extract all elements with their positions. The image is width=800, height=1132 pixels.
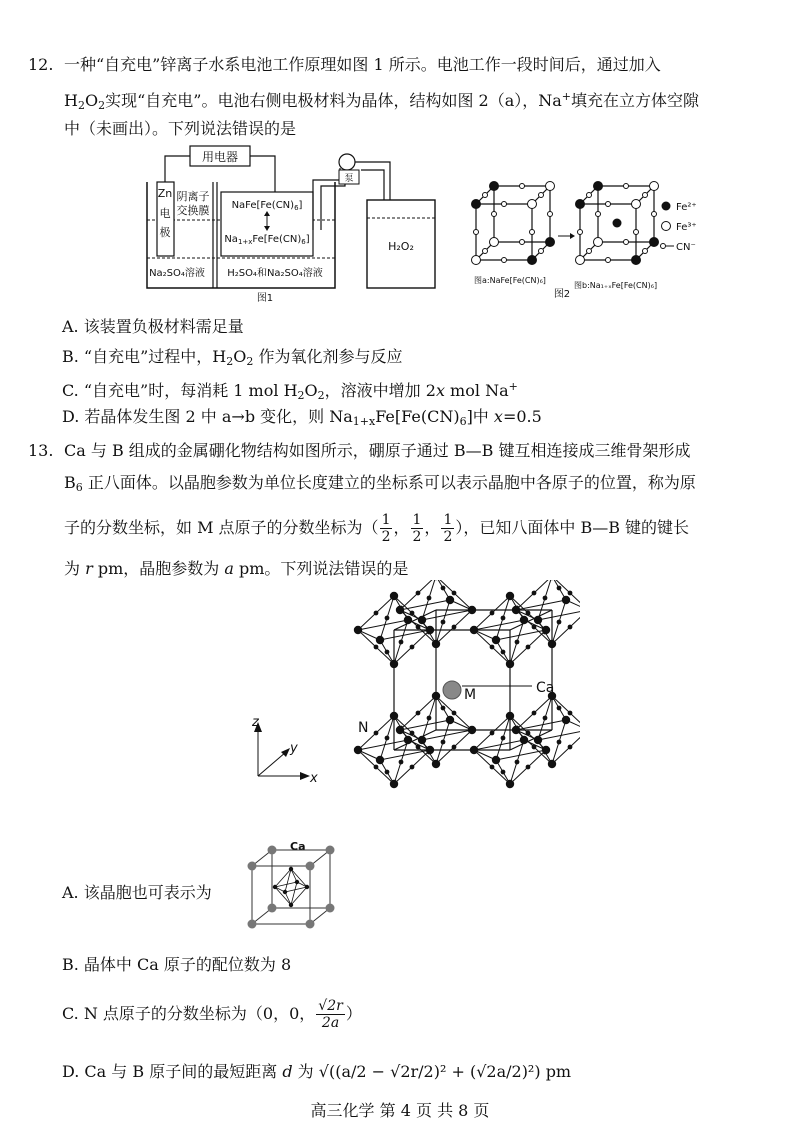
b-atom-small xyxy=(399,640,404,645)
pump-label: 泵 xyxy=(344,174,354,184)
label-m: M xyxy=(464,687,477,703)
b-atom xyxy=(520,616,528,624)
b-b-bond xyxy=(380,630,430,640)
q13-option-d: D. Ca 与 B 原子间的最短距离 d 为 √((a/2 − √2r/2)² + (√2a/2)²) pm xyxy=(62,1062,572,1081)
b-atom xyxy=(404,736,412,744)
b-atom xyxy=(470,626,478,634)
fe-atom xyxy=(490,238,499,247)
b-atom xyxy=(390,780,398,788)
b-atom xyxy=(273,885,277,889)
b-atom xyxy=(562,596,570,604)
b-atom-small xyxy=(399,760,404,765)
legend-fe2-label: Fe²⁺ xyxy=(676,202,697,213)
option-a-cell-figure xyxy=(238,838,350,934)
b-atom xyxy=(548,640,556,648)
b-atom-small xyxy=(532,591,537,596)
b-atom-small xyxy=(374,645,379,650)
b-atom-small xyxy=(526,611,531,616)
b-atom-small xyxy=(515,640,520,645)
q13-option-b: B. 晶体中 Ca 原子的配位数为 8 xyxy=(62,955,292,974)
b-atom-small xyxy=(557,740,562,745)
b-atom xyxy=(283,890,287,894)
cn-atom xyxy=(492,212,497,217)
b-b-bond xyxy=(380,750,430,760)
q13-line4: 为 r pm，晶胞参数为 a pm。下列说法错误的是 xyxy=(64,559,409,578)
b-atom xyxy=(506,780,514,788)
ca-atom xyxy=(326,846,335,855)
q13-number: 13. xyxy=(28,441,54,460)
b-atom-small xyxy=(490,765,495,770)
b-atom xyxy=(506,712,514,720)
zn-label: Zn xyxy=(157,187,173,200)
fe-atom xyxy=(576,256,585,265)
b-atom xyxy=(562,716,570,724)
device-label: 用电器 xyxy=(201,150,239,164)
b-atom xyxy=(426,626,434,634)
q12-line3: 中（未画出）。下列说法错误的是 xyxy=(64,119,297,138)
membrane-label-1: 阴离子 xyxy=(176,190,210,203)
fig2-label-b: 图b:Na₁₊ₓFe[Fe(CN)₆] xyxy=(574,281,658,290)
option-d-expression: √((a/2 − √2r/2)² + (√2a/2)²) xyxy=(318,1062,541,1081)
figure-cab6-structure xyxy=(240,580,580,810)
b-atom xyxy=(390,660,398,668)
b-atom-small xyxy=(416,591,421,596)
cn-atom xyxy=(587,193,592,198)
q13-option-a: A. 该晶胞也可表示为 xyxy=(62,883,212,902)
b-atom-small xyxy=(515,726,520,731)
q12-option-b: B. “自充电”过程中，$H_2O_2$ 作为氧化剂参与反应 xyxy=(62,347,403,368)
b-atom-small xyxy=(441,740,446,745)
cn-atom xyxy=(652,212,657,217)
b-atom xyxy=(468,726,476,734)
fe-atom xyxy=(472,256,481,265)
q13-line1: Ca 与 B 组成的金属硼化物结构如图所示，硼原子通过 B—B 键互相连接成三维骨架形成 xyxy=(64,441,691,460)
right-solution-label: H₂SO₄和Na₂SO₄溶液 xyxy=(227,268,323,279)
b-atom-small xyxy=(532,711,537,716)
cn-atom xyxy=(483,249,488,254)
b-b-bond xyxy=(552,610,580,644)
cn-atom xyxy=(578,230,583,235)
legend-cn-marker xyxy=(661,244,666,249)
figure-2-crystal xyxy=(470,178,720,300)
atom-m xyxy=(443,681,461,699)
b-atom-small xyxy=(385,736,390,741)
b-atom-small xyxy=(501,736,506,741)
b-atom-small xyxy=(568,625,573,630)
cn-atom xyxy=(634,230,639,235)
b-b-bond xyxy=(552,730,580,764)
b-atom xyxy=(542,746,550,754)
b-atom-small xyxy=(385,616,390,621)
b-atom-small xyxy=(441,620,446,625)
legend-fe3-label: Fe³⁺ xyxy=(676,222,697,233)
q12-option-a: A. 该装置负极材料需足量 xyxy=(62,317,244,336)
b-atom-small xyxy=(490,645,495,650)
b-atom-small xyxy=(501,616,506,621)
b-atom-small xyxy=(441,706,446,711)
ca-atom xyxy=(306,862,315,871)
b-atom-small xyxy=(526,765,531,770)
b-b-bond xyxy=(291,869,307,887)
cn-atom xyxy=(606,258,611,263)
b-atom xyxy=(289,867,293,871)
q12-line2: $H_2O_2$实现“自充电”。电池右侧电极材料为晶体，结构如图 2（a），Na+填充在立方体空隙 xyxy=(64,90,700,112)
b-atom xyxy=(305,885,309,889)
ca-atom xyxy=(248,920,257,929)
cn-atom xyxy=(596,212,601,217)
q12-option-d: D. 若晶体发生图 2 中 a→b 变化，则 $Na_{1+x}Fe[Fe(CN)_6]$中 x=0.5 xyxy=(62,407,542,428)
legend-fe3-marker xyxy=(662,222,671,231)
b-atom-small xyxy=(515,760,520,765)
fig2-caption: 图2 xyxy=(553,289,571,300)
b-atom xyxy=(468,606,476,614)
b-b-bond xyxy=(496,750,546,760)
b-atom-small xyxy=(374,731,379,736)
label-n: N xyxy=(358,720,369,736)
cn-atom xyxy=(548,212,553,217)
b-atom xyxy=(426,746,434,754)
tank-label: H₂O₂ xyxy=(388,240,414,253)
cn-atom xyxy=(502,258,507,263)
b-atom-small xyxy=(557,620,562,625)
axis-z: z xyxy=(252,715,259,730)
b-atom-small xyxy=(526,731,531,736)
b-atom-small xyxy=(501,770,506,775)
fe-atom xyxy=(650,238,659,247)
b-atom-small xyxy=(441,586,446,591)
fe-atom xyxy=(528,256,537,265)
b-atom-small xyxy=(452,711,457,716)
b-b-bond xyxy=(538,610,580,620)
b-atom xyxy=(432,640,440,648)
b-atom-small xyxy=(452,591,457,596)
cn-atom xyxy=(587,249,592,254)
fe-atom xyxy=(594,182,603,191)
b-atom xyxy=(354,746,362,754)
fe-center-atom xyxy=(613,219,622,228)
fig1-caption: 图1 xyxy=(256,293,274,304)
axis-y: y xyxy=(290,741,298,756)
b-atom-small xyxy=(399,606,404,611)
ca-atom xyxy=(248,862,257,871)
b-atom-small xyxy=(543,596,548,601)
ca-atom xyxy=(306,920,315,929)
b-atom-small xyxy=(427,596,432,601)
b-atom xyxy=(506,592,514,600)
b-b-bond xyxy=(474,740,524,750)
electrode-label-1: 电 xyxy=(159,207,171,220)
b-atom-small xyxy=(374,765,379,770)
fe-atom xyxy=(528,200,537,209)
b-atom-small xyxy=(490,731,495,736)
b-atom xyxy=(506,660,514,668)
b-b-bond xyxy=(538,730,580,740)
cn-atom xyxy=(502,202,507,207)
b-atom xyxy=(390,712,398,720)
b-atom-small xyxy=(410,645,415,650)
top-material-label: $NaFe[Fe(CN)_6]$ xyxy=(231,200,303,212)
ca-atom xyxy=(268,846,277,855)
b-atom xyxy=(446,716,454,724)
q12-line1: 一种“自充电”锌离子水系电池工作原理如图 1 所示。电池工作一段时间后，通过加入 xyxy=(64,55,661,74)
cn-atom xyxy=(530,230,535,235)
b-atom-small xyxy=(501,650,506,655)
b-atom xyxy=(390,592,398,600)
fe-atom xyxy=(632,200,641,209)
q12-option-c: C. “自充电”时，每消耗 1 mol $H_2O_2$，溶液中增加 2x mol Na+ xyxy=(62,380,518,402)
fe-atom xyxy=(546,238,555,247)
fe-atom xyxy=(472,200,481,209)
b-b-bond xyxy=(422,610,472,620)
fe-atom xyxy=(490,182,499,191)
cn-atom xyxy=(520,184,525,189)
b-atom xyxy=(376,636,384,644)
b-atom-small xyxy=(410,731,415,736)
b-atom xyxy=(354,626,362,634)
b-b-bond xyxy=(552,580,580,610)
b-atom xyxy=(520,736,528,744)
b-atom-small xyxy=(410,611,415,616)
page-footer: 高三化学 第 4 页 共 8 页 xyxy=(310,1101,490,1120)
b-atom xyxy=(432,760,440,768)
option-a-ca-label: Ca xyxy=(290,840,306,853)
b-b-bond xyxy=(358,740,408,750)
b-atom-small xyxy=(410,765,415,770)
b-atom xyxy=(289,903,293,907)
fe-atom xyxy=(650,182,659,191)
legend-cn-label: CN⁻ xyxy=(676,242,696,253)
b-b-bond xyxy=(474,620,524,630)
b-atom-small xyxy=(399,726,404,731)
q12-number: 12. xyxy=(28,55,54,74)
legend-fe2-marker xyxy=(662,202,671,211)
fe-atom xyxy=(632,256,641,265)
b-b-bond xyxy=(422,730,472,740)
q13-line3: 子的分数坐标，如 M 点原子的分数坐标为（ $\frac{1}{2}$ ， $\frac{1}{2}$ ， $\frac{1}{2}$ ），已知八面体中 B—B 键的键长 xyxy=(64,512,690,545)
fig2-label-a: 图a:NaFe[Fe(CN)₆] xyxy=(474,276,546,285)
cn-atom xyxy=(539,249,544,254)
membrane-label-2: 交换膜 xyxy=(176,204,210,217)
b-atom xyxy=(542,626,550,634)
b-atom-small xyxy=(385,770,390,775)
b-b-bond xyxy=(275,887,291,905)
b-atom-small xyxy=(416,711,421,716)
b-atom-small xyxy=(557,706,562,711)
b-atom xyxy=(446,596,454,604)
b-atom-small xyxy=(568,711,573,716)
electrode-label-2: 极 xyxy=(159,226,171,239)
b-atom xyxy=(432,692,440,700)
cn-atom xyxy=(624,184,629,189)
b-atom-small xyxy=(385,650,390,655)
b-atom-small xyxy=(526,645,531,650)
cn-atom xyxy=(483,193,488,198)
b-atom xyxy=(404,616,412,624)
b-atom-small xyxy=(452,625,457,630)
b-atom-small xyxy=(568,745,573,750)
b-atom xyxy=(295,880,299,884)
q13-option-c: C. N 点原子的分数坐标为（0，0， $\frac{√2r}{2a}$ ） xyxy=(62,998,362,1031)
fe-atom xyxy=(576,200,585,209)
cn-atom xyxy=(643,249,648,254)
fe-atom xyxy=(546,182,555,191)
cn-atom xyxy=(539,193,544,198)
left-solution-label: Na₂SO₄溶液 xyxy=(149,268,205,279)
cn-atom xyxy=(606,202,611,207)
b-atom-small xyxy=(490,611,495,616)
axis-x: x xyxy=(310,771,318,786)
q13-line2: $B_6$ 正八面体。以晶胞参数为单位长度建立的坐标系可以表示晶胞中各原子的位置，称为原 xyxy=(64,473,696,494)
figure-1-battery xyxy=(135,140,455,305)
cn-atom xyxy=(520,240,525,245)
cn-atom xyxy=(474,230,479,235)
label-ca: Ca xyxy=(536,680,555,696)
fe-atom xyxy=(594,238,603,247)
b-b-bond xyxy=(358,620,408,630)
b-atom xyxy=(492,756,500,764)
ca-atom xyxy=(268,904,277,913)
b-b-bond xyxy=(496,630,546,640)
b-atom-small xyxy=(543,716,548,721)
b-atom xyxy=(548,760,556,768)
b-atom-small xyxy=(515,606,520,611)
b-atom-small xyxy=(568,591,573,596)
bottom-material-label: $Na_{1+x}Fe[Fe(CN)_6]$ xyxy=(224,234,310,246)
b-atom xyxy=(376,756,384,764)
cn-atom xyxy=(643,193,648,198)
b-atom-small xyxy=(427,716,432,721)
b-atom-small xyxy=(452,745,457,750)
cn-atom xyxy=(624,240,629,245)
b-atom xyxy=(492,636,500,644)
b-atom-small xyxy=(557,586,562,591)
b-atom-small xyxy=(374,611,379,616)
ca-atom xyxy=(326,904,335,913)
pump-icon xyxy=(339,154,355,170)
b-atom xyxy=(470,746,478,754)
